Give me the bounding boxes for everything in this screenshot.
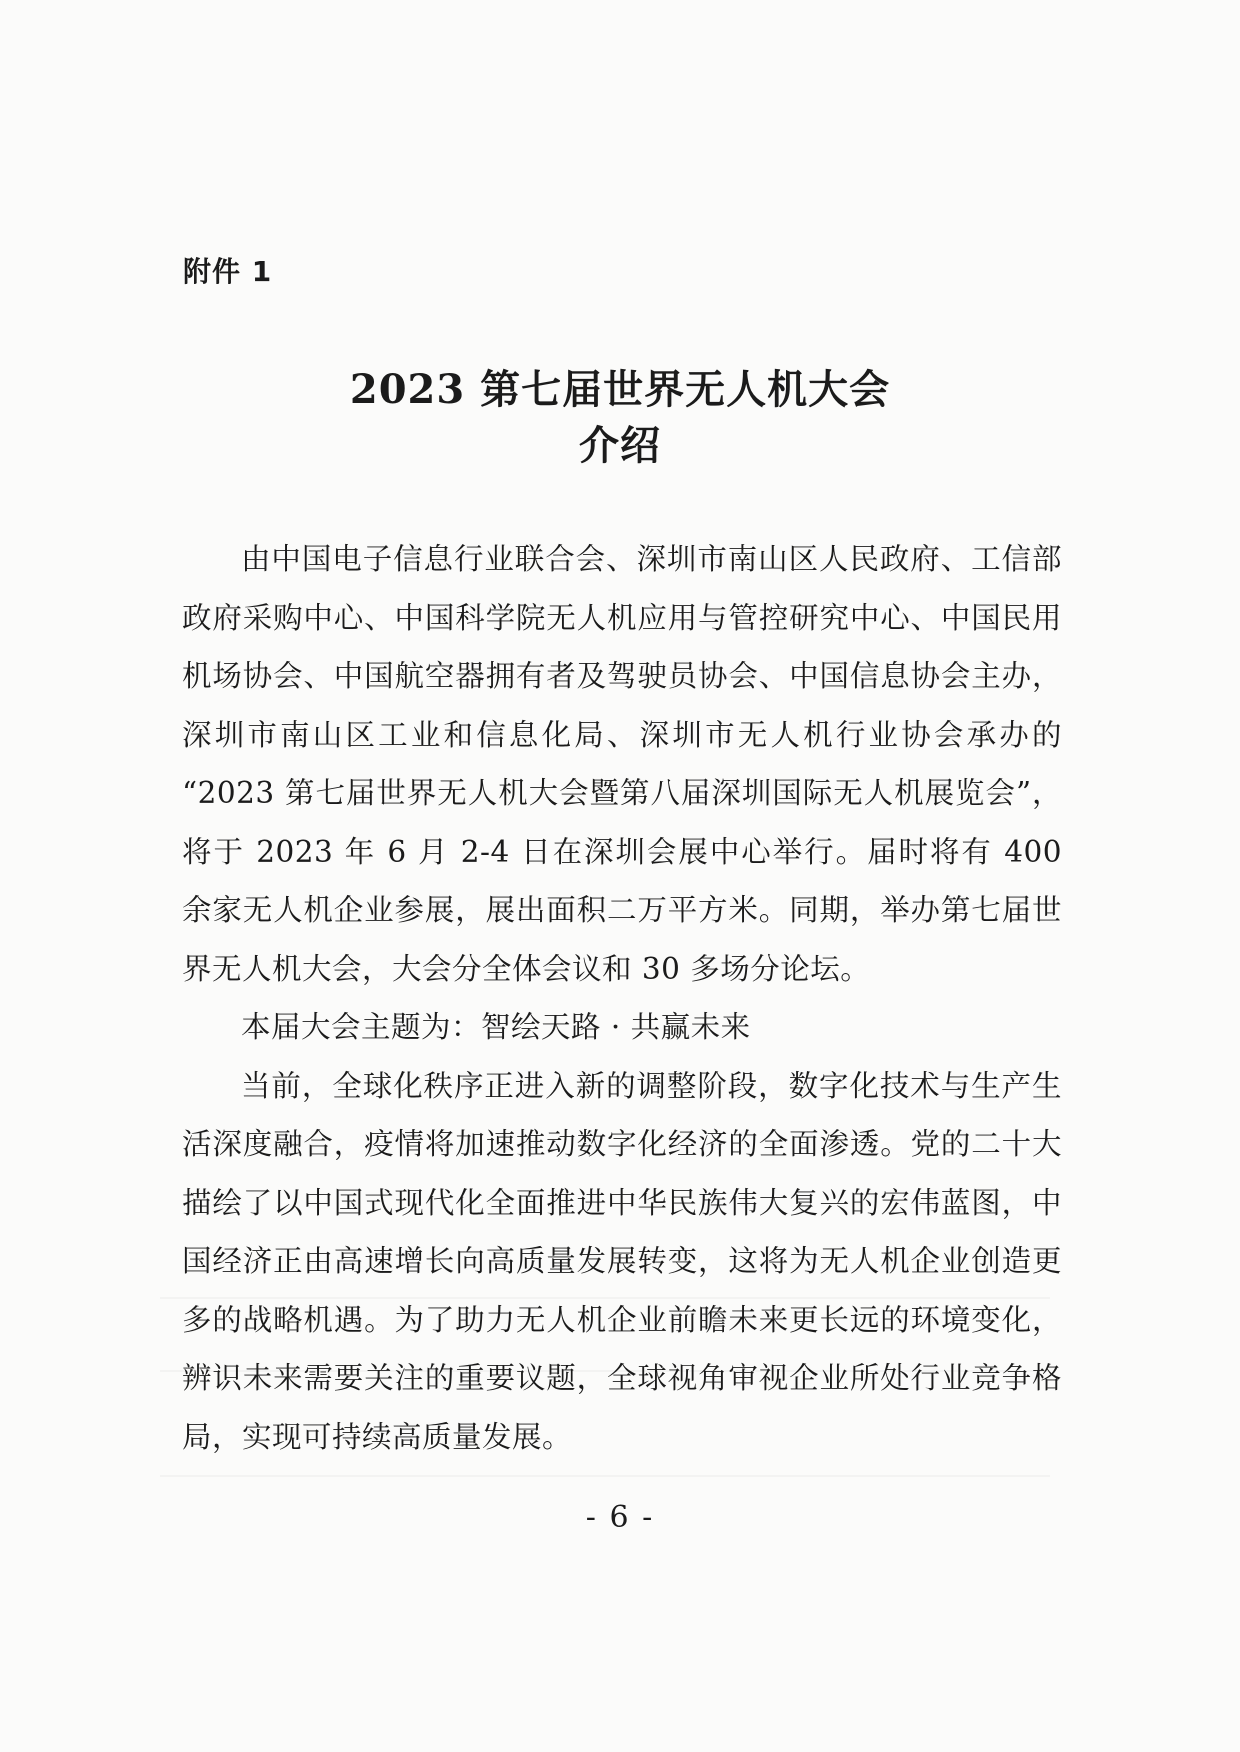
attachment-label: 附件 1	[183, 255, 273, 288]
bleed-through-rule	[160, 1475, 1050, 1477]
document-title-line-1: 2023 第七届世界无人机大会	[349, 366, 891, 413]
page-number: - 6 -	[585, 1500, 655, 1535]
document-title-line-2: 介绍	[579, 422, 661, 469]
paragraph-background: 当前，全球化秩序正进入新的调整阶段，数字化技术与生产生活深度融合，疫情将加速推动数字化经济的全面渗透。党的二十大描绘了以中国式现代化全面推进中华民族伟大复兴的宏伟蓝图，中国经济正由高速增长向高质量发展转变，这将为无人机企业创造更多的战略机遇。为了助力无人机企业前瞻未来更长远的环境变化，辨识未来需要关注的重要议题，全球视角审视企业所处行业竞争格局，实现可持续高质量发展。	[182, 1068, 1062, 1454]
paragraph-intro: 由中国电子信息行业联合会、深圳市南山区人民政府、工信部政府采购中心、中国科学院无人机应用与管控研究中心、中国民用机场协会、中国航空器拥有者及驾驶员协会、中国信息协会主办，深圳市南山区工业和信息化局、深圳市无人机行业协会承办的 “2023 第七届世界无人机大会暨第八届深圳国际无人机展览会”，将于 2023 年 6 月 2-4 日在深圳会展中心举行。届时将有 400 余家无人机企业参展，展出面积二万平方米。同期，举办第七届世界无人机大会，大会分全体会议和 30 多场分论坛。	[182, 542, 1062, 986]
paragraph-theme: 本届大会主题为：智绘天路 · 共赢未来	[241, 1010, 751, 1044]
document-body	[182, 530, 1062, 1466]
